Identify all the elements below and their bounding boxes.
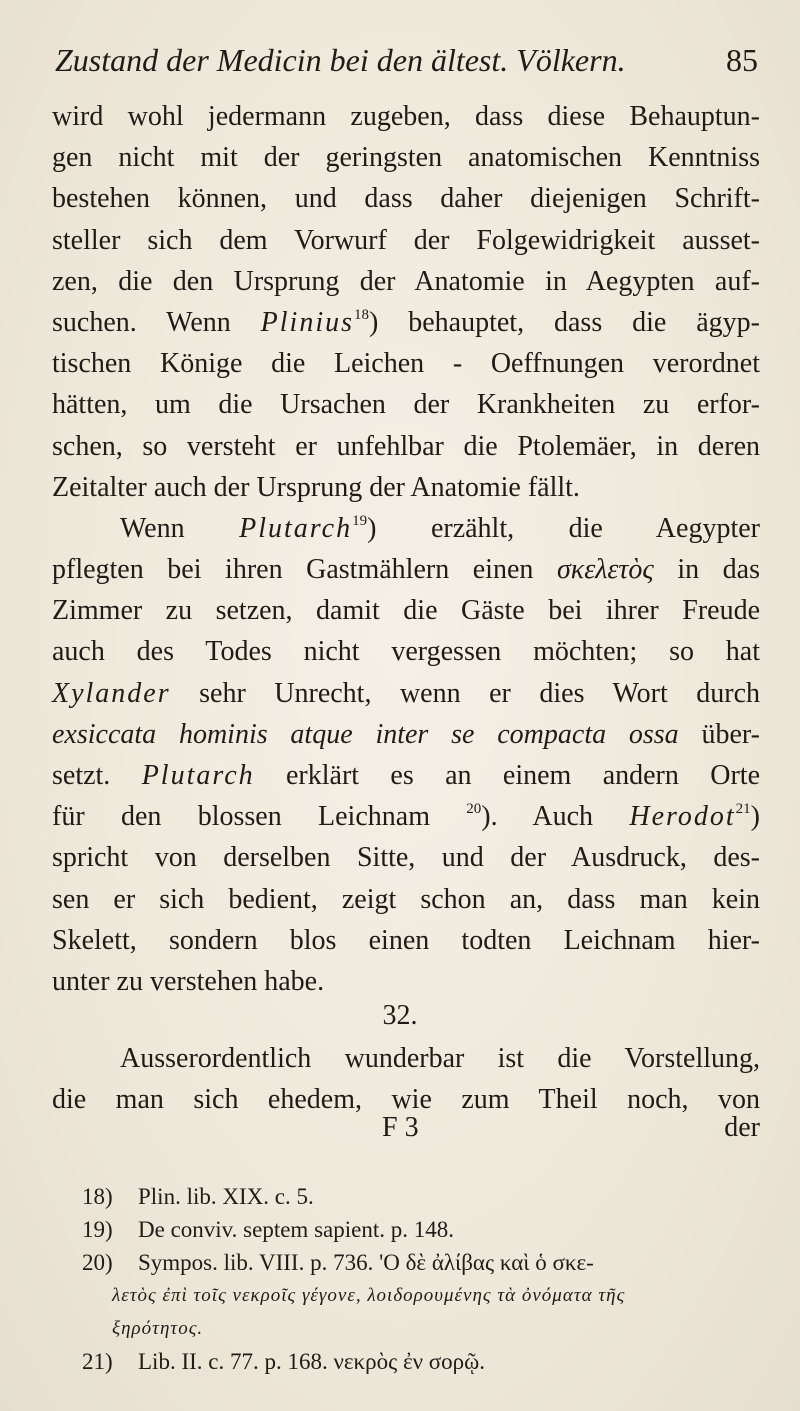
text-fragment: pflegten bei ihren Gastmählern einen [52, 554, 557, 586]
text-line [52, 549, 760, 590]
text-line: spricht von derselben Sitte, und der Ausdruck, des- [52, 842, 760, 874]
footnote-ref: 21 [735, 801, 751, 818]
text-line: schen, so versteht er unfehlbar die Ptolemäer, in deren [52, 430, 760, 462]
text-line: Zeitalter auch der Ursprung der Anatomie fällt. [52, 471, 580, 503]
text-line [52, 755, 760, 796]
text-fragment: über- [678, 718, 760, 750]
text-fragment: für den blossen Leichnam [52, 801, 467, 833]
text-fragment: erklärt es an einem andern Orte [254, 760, 760, 791]
footnote-text: Plin. lib. XIX. c. 5. [138, 1184, 314, 1209]
running-title: Zustand der Medicin bei den ältest. Völkern. [55, 42, 626, 78]
text-line: bestehen können, und dass daher diejenigen Schrift- [52, 183, 760, 215]
text-line [52, 714, 760, 755]
footnote-text: Sympos. lib. VIII. p. 736. 'Ο δὲ ἀλίβας καὶ ὁ σκε- [138, 1250, 594, 1275]
text-fragment: setzt. [52, 760, 142, 791]
footnote-19 [82, 1213, 772, 1246]
text-line [52, 508, 760, 549]
text-fragment: sehr Unrecht, wenn er dies Wort durch [170, 677, 760, 709]
footnote-ref: 18 [354, 306, 370, 323]
footnotes [82, 1180, 772, 1378]
text-line: Ausserordentlich wunderbar ist die Vorstellung, [120, 1043, 760, 1074]
footnote-ref: 19 [352, 512, 368, 529]
section-number: 32. [382, 1000, 418, 1031]
author-name: Plutarch [239, 512, 353, 544]
footnote-number: 18) [82, 1184, 113, 1209]
signature-mark: F 3 [382, 1112, 419, 1143]
text-fragment: ) erzählt, die Aegypter [367, 512, 760, 544]
footnote-number: 20) [82, 1250, 113, 1275]
text-fragment: ). Auch [481, 801, 630, 833]
text-line: sen er sich bedient, zeigt schon an, dass man kein [52, 883, 760, 915]
text-line: steller sich dem Vorwurf der Folgewidrigkeit ausset- [52, 224, 760, 256]
text-line: unter zu verstehen habe. [52, 965, 325, 997]
text-line: auch des Todes nicht vergessen möchten; so hat [52, 636, 760, 668]
footnote-text: De conviv. septem sapient. p. 148. [138, 1217, 454, 1242]
text-line [52, 673, 760, 714]
main-text [52, 96, 760, 1002]
footnote-number: 19) [82, 1217, 113, 1242]
latin-phrase: exsiccata hominis atque inter se compacta ossa [52, 718, 679, 750]
footnote-ref: 20 [466, 801, 482, 818]
text-line: hätten, um die Ursachen der Krankheiten zu erfor- [52, 389, 760, 421]
signature-line [52, 1112, 760, 1152]
author-name: Plinius [260, 306, 355, 338]
main-text-continued [52, 1038, 760, 1120]
author-name: Plutarch [141, 760, 255, 791]
author-name: Herodot [629, 801, 736, 833]
catchword: der [724, 1112, 760, 1143]
text-line: gen nicht mit der geringsten anatomischen Kenntniss [52, 142, 760, 174]
text-fragment: in das [653, 554, 760, 586]
footnote-continuation: ξηρότητος. [112, 1318, 204, 1339]
text-fragment: suchen. Wenn [52, 306, 261, 338]
footnote-21 [82, 1345, 772, 1378]
text-line: tischen Könige die Leichen - Oeffnungen verordnet [52, 348, 760, 380]
footnote-text: Lib. II. c. 77. p. 168. νεκρὸς ἐν σορῷ. [138, 1349, 486, 1374]
footnote-20 [82, 1246, 772, 1279]
text-line: Zimmer zu setzen, damit die Gäste bei ihrer Freude [52, 595, 760, 627]
footnote-continuation: λετὸς ἐπὶ τοῖς νεκροῖς γέγονε, λοιδορουμένης τὰ ὀνόματα τῆς [112, 1285, 626, 1306]
footnote-18 [82, 1180, 772, 1213]
text-fragment: Wenn [120, 512, 240, 544]
page-header [55, 30, 758, 90]
text-line [52, 796, 760, 837]
text-line: die man sich ehedem, wie zum Theil noch, von [52, 1084, 760, 1116]
greek-word: σκελετὸς [556, 554, 654, 586]
text-fragment: ) [750, 801, 760, 833]
page-number: 85 [726, 42, 758, 78]
text-line: zen, die den Ursprung der Anatomie in Aegypten auf- [52, 265, 760, 297]
text-line: wird wohl jedermann zugeben, dass diese Behauptun- [52, 101, 760, 132]
footnote-number: 21) [82, 1349, 113, 1374]
text-line: Skelett, sondern blos einen todten Leichnam hier- [52, 924, 760, 956]
text-fragment: ) behauptet, dass die ägyp- [369, 306, 760, 338]
text-line [52, 302, 760, 343]
author-name: Xylander [52, 677, 171, 709]
